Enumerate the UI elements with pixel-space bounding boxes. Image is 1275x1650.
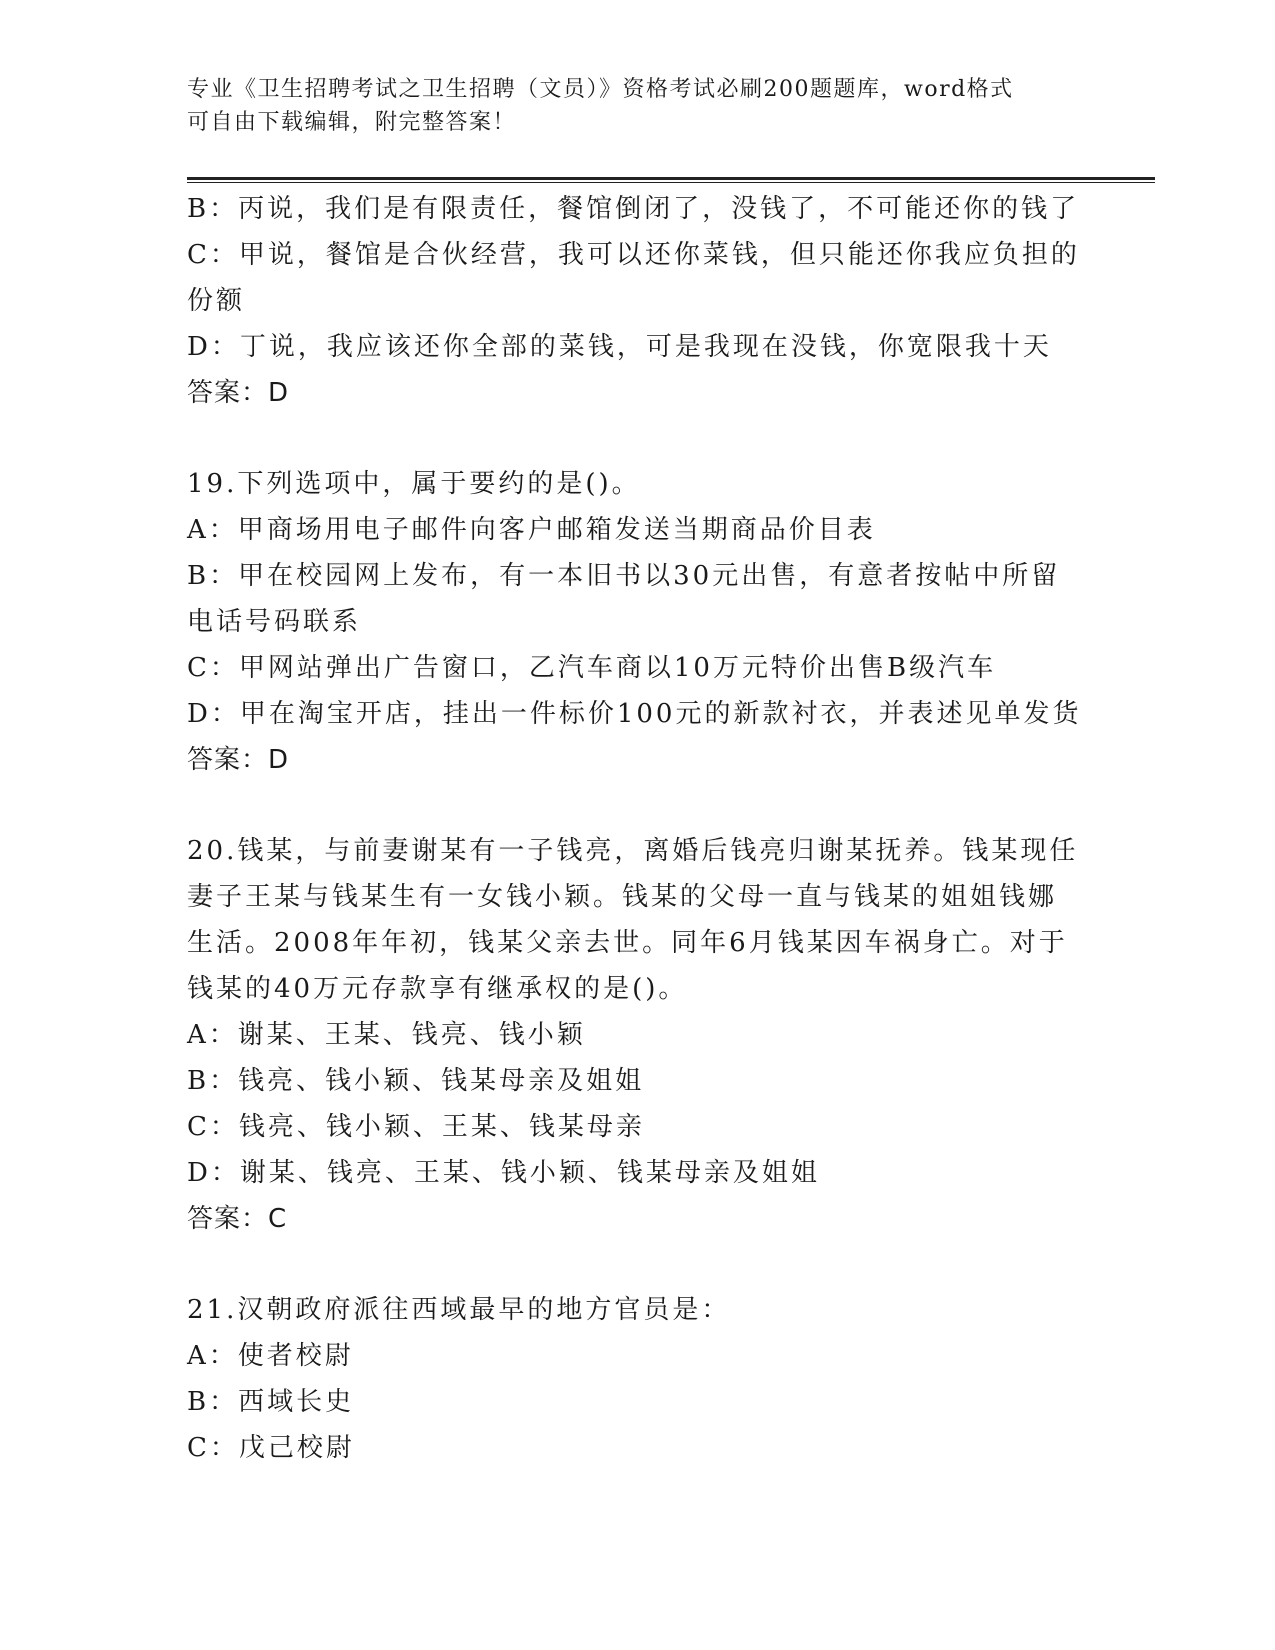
option-c: C：甲说，餐馆是合伙经营，我可以还你菜钱，但只能还你我应负担的 <box>187 240 1080 270</box>
option-d: D：甲在淘宝开店，挂出一件标价100元的新款衬衣，并表述见单发货 <box>187 699 1082 729</box>
option-b: B：钱亮、钱小颖、钱某母亲及姐姐 <box>187 1066 645 1096</box>
answer: 答案：D <box>187 378 290 408</box>
option-c: C：戊己校尉 <box>187 1433 355 1463</box>
option-b: B：丙说，我们是有限责任，餐馆倒闭了，没钱了，不可能还你的钱了 <box>187 194 1080 224</box>
option-d: D：丁说，我应该还你全部的菜钱，可是我现在没钱，你宽限我十天 <box>187 332 1052 362</box>
option-c: C：甲网站弹出广告窗口，乙汽车商以10万元特价出售B级汽车 <box>187 653 997 683</box>
header-title-line-1: 专业《卫生招聘考试之卫生招聘（文员）》资格考试必刷200题题库，word格式 <box>187 77 1014 102</box>
option-d: D：谢某、钱亮、王某、钱小颖、钱某母亲及姐姐 <box>187 1158 820 1188</box>
question-stem: 20.钱某，与前妻谢某有一子钱亮，离婚后钱亮归谢某抚养。钱某现任 <box>187 836 1079 866</box>
question-20 <box>187 828 1079 1242</box>
question-stem: 19.下列选项中，属于要约的是()。 <box>187 469 641 499</box>
header-divider-thin <box>187 182 1155 183</box>
option-b: B：甲在校园网上发布，有一本旧书以30元出售，有意者按帖中所留 <box>187 561 1061 591</box>
option-b-continued: 电话号码联系 <box>187 607 362 637</box>
option-b: B：西域长史 <box>187 1387 355 1417</box>
question-stem-continued: 妻子王某与钱某生有一女钱小颖。钱某的父母一直与钱某的姐姐钱娜 <box>187 882 1058 912</box>
header-divider-thick <box>187 177 1155 180</box>
option-a: A：甲商场用电子邮件向客户邮箱发送当期商品价目表 <box>187 515 876 545</box>
option-a: A：谢某、王某、钱亮、钱小颖 <box>187 1020 586 1050</box>
option-c: C：钱亮、钱小颖、王某、钱某母亲 <box>187 1112 645 1142</box>
question-stem-continued: 生活。2008年年初，钱某父亲去世。同年6月钱某因车祸身亡。对于 <box>187 928 1068 958</box>
question-stem-continued: 钱某的40万元存款享有继承权的是()。 <box>187 974 688 1004</box>
option-c-continued: 份额 <box>187 286 246 316</box>
question-19 <box>187 461 1082 783</box>
option-a: A：使者校尉 <box>187 1341 354 1371</box>
header-title-line-2: 可自由下载编辑，附完整答案！ <box>187 110 517 135</box>
question-stem: 21.汉朝政府派往西域最早的地方官员是： <box>187 1295 731 1325</box>
answer: 答案：D <box>187 745 290 775</box>
document-body <box>187 186 1082 1471</box>
document-header <box>187 73 1067 139</box>
answer: 答案：C <box>187 1204 288 1234</box>
question-18-tail <box>187 186 1080 416</box>
question-21 <box>187 1287 1067 1471</box>
